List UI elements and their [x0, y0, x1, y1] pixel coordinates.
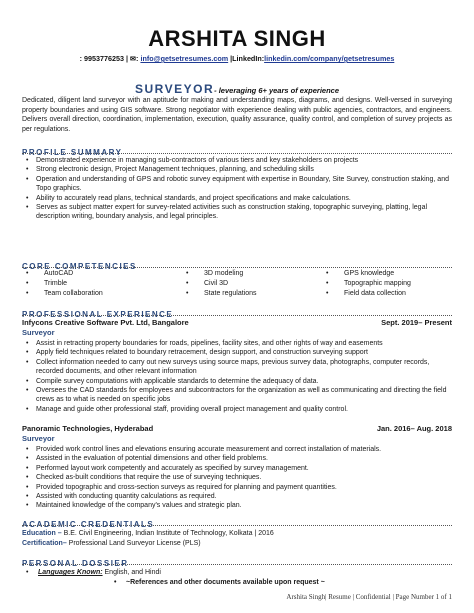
education-text: B.E. Civil Engineering, Indian Institute of Technology, Kolkata | 2016	[61, 530, 274, 537]
job-dates: Jan. 2016– Aug. 2018	[376, 424, 452, 433]
email-label: ✉:	[130, 54, 141, 63]
linkedin-label: |LinkedIn:	[228, 54, 265, 63]
job-duty: • Assist in retracting property boundaries for roads, pipelines, facility sites, and other rights of way and easements	[22, 339, 452, 348]
competency-item: • Civil 3D	[182, 279, 322, 289]
competency-item: • Team collaboration	[22, 289, 162, 299]
section-academic-credentials	[22, 514, 452, 529]
job-duty: • Assisted with conducting quantity calculations as required.	[22, 492, 452, 501]
profile-item: • Demonstrated experience in managing sub-contractors of various tiers and key stakeholders on projects	[22, 156, 452, 165]
section-title: PERSONAL DOSSIER	[22, 559, 129, 568]
competencies-column	[182, 269, 322, 299]
competency-item: • State regulations	[182, 289, 322, 299]
job-duty: • Maintained knowledge of the company's values and strategic plan.	[22, 501, 452, 510]
section-title: PROFESSIONAL EXPERIENCE	[22, 310, 174, 319]
job-duty: • Provided work control lines and elevations ensuring accurate measurement and correct installation of materials.	[22, 445, 452, 454]
languages-line	[22, 568, 452, 578]
email-link[interactable]: info@getsetresumes.com	[140, 54, 229, 63]
certification-line	[22, 539, 452, 549]
languages-text: English, and Hindi	[102, 569, 161, 576]
section-divider	[22, 525, 452, 526]
languages-label: Languages Known:	[38, 569, 103, 576]
competency-item: • Field data collection	[322, 289, 462, 299]
job-header	[22, 318, 452, 327]
job-title-tagline: - leveraging 6+ years of experience	[214, 86, 339, 95]
job-duty: • Manage and guide other professional staff, providing overall project management and quality control.	[22, 405, 452, 414]
section-title: CORE COMPETENCIES	[22, 262, 137, 271]
profile-item: • Strong electronic design, Project Management techniques, planning, and scheduling skills	[22, 165, 452, 174]
section-divider	[22, 564, 452, 565]
job-header	[22, 424, 452, 433]
section-professional-experience	[22, 304, 452, 319]
job-duty: • Provided topographic and cross-section surveys as required for planning and payment quantities.	[22, 483, 452, 492]
company-name: Panoramic Technologies, Hyderabad	[22, 424, 154, 433]
section-divider	[22, 315, 452, 316]
job-duty: • Assisted in the evaluation of potential dimensions and other field problems.	[22, 454, 452, 463]
dossier-block	[22, 568, 452, 588]
section-divider	[22, 153, 452, 154]
section-personal-dossier	[22, 553, 452, 568]
profile-item: • Serves as subject matter expert for survey-related activities such as construction staking, topographic surveying, platting, legal description writing, boundary analysis, and legal principles.	[22, 203, 452, 222]
contact-line	[0, 54, 474, 63]
profile-item: • Ability to accurately read plans, technical standards, and project specifications and make calculations.	[22, 194, 452, 203]
competencies-column	[322, 269, 462, 299]
job-duty: • Checked as-built conditions that require the use of surveying techniques.	[22, 473, 452, 482]
competency-item: • 3D modeling	[182, 269, 322, 279]
job-role: Surveyor	[22, 328, 55, 337]
competency-item: • AutoCAD	[22, 269, 162, 279]
section-title: PROFILE SUMMARY	[22, 148, 123, 157]
linkedin-link[interactable]: linkedin.com/company/getsetresumes	[264, 54, 395, 63]
section-profile-summary	[22, 142, 452, 157]
job-title: SURVEYOR	[135, 82, 215, 96]
profile-list	[22, 156, 452, 222]
job-dates: Sept. 2019– Present	[381, 318, 452, 327]
education-block	[22, 529, 452, 549]
education-label: Education –	[22, 530, 62, 537]
certification-label: Certification–	[22, 540, 67, 547]
competencies-column	[22, 269, 162, 299]
competency-item: • Topographic mapping	[322, 279, 462, 289]
job-duty: • Performed layout work competently and accurately as specified by survey management.	[22, 464, 452, 473]
competency-item: • Trimble	[22, 279, 162, 289]
certification-text: Professional Land Surveyor License (PLS)	[66, 540, 201, 547]
page-footer: Arshita Singh| Resume | Confidential | Page Number 1 of 1	[286, 593, 452, 601]
candidate-name: ARSHITA SINGH	[148, 26, 326, 51]
company-name: Infycons Creative Software Pvt. Ltd, Bangalore	[22, 318, 189, 327]
profile-item: • Operation and understanding of GPS and robotic survey equipment with expertise in Boundary, Site Survey, construction staking, and Topo graphics.	[22, 175, 452, 194]
job-duty: • Oversees the CAD standards for employees and subcontractors for the organization as well as communicating and directing the field crews as to what is needed on specific jobs	[22, 386, 452, 405]
job-duties-list	[22, 445, 452, 511]
section-core-competencies	[22, 256, 452, 271]
job-duty: • Collect information needed to carry out new surveys using source maps, previous survey data, photographs, computer records, recorded documents, and other relevant information	[22, 358, 452, 377]
job-duty: • Compile survey computations with applicable standards to determine the adequacy of data.	[22, 377, 452, 386]
job-role: Surveyor	[22, 434, 55, 443]
summary-paragraph: Dedicated, diligent land surveyor with an aptitude for making and understanding maps, diagrams, and designs. Well-versed in surveying property boundaries and using GIS software. Strong negotiator with experience dealing with public agencies, contractors, and engineers. Delivers overall direction, coordination, implementation, execution, quality assurance, quality control, and completion of survey projects as per regulations.	[22, 97, 452, 133]
competency-item: • GPS knowledge	[322, 269, 462, 279]
job-duty: • Apply field techniques related to boundary retracement, design support, and construction surveying support	[22, 348, 452, 357]
section-title: ACADEMIC CREDENTIALS	[22, 520, 155, 529]
references-note: • ~References and other documents available upon request ~	[22, 578, 452, 588]
phone-text: : 9953776253 |	[79, 54, 131, 63]
education-line	[22, 529, 452, 539]
section-divider	[22, 267, 452, 268]
job-duties-list	[22, 339, 452, 414]
